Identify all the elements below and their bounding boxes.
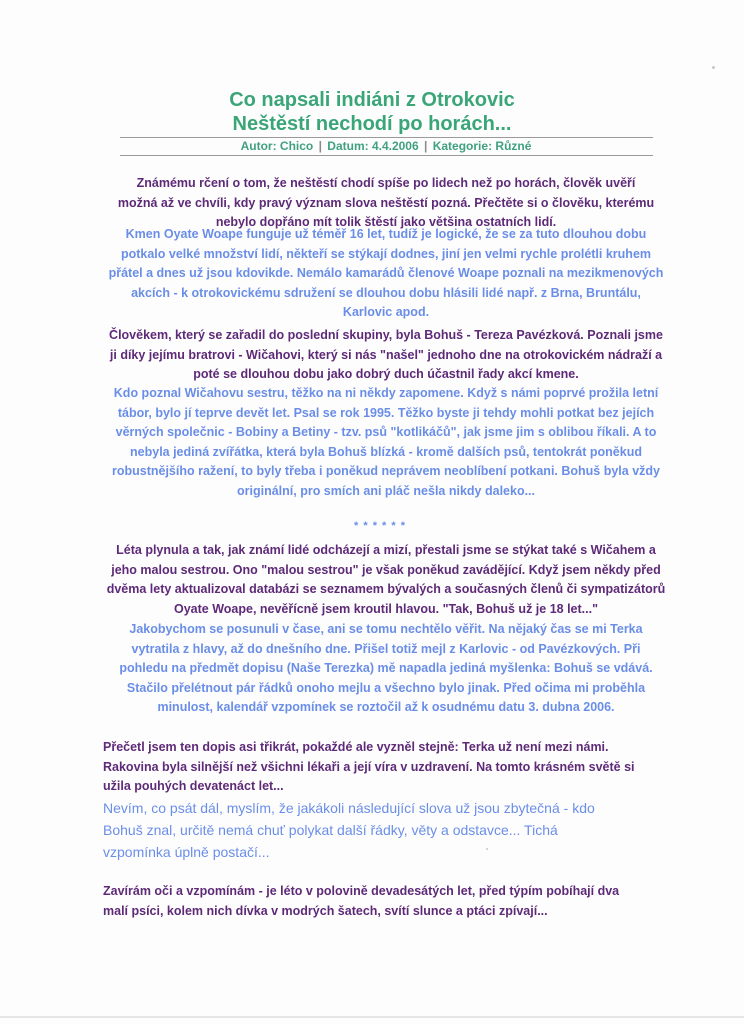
meta-category: Kategorie: Různé xyxy=(432,139,532,153)
section-separator: * * * * * * xyxy=(354,520,406,532)
scan-edge xyxy=(0,1016,744,1018)
meta-separator: | xyxy=(424,139,428,153)
paragraph-tribe: Kmen Oyate Woape funguje už téměř 16 let, tudíž je logické, že se za tuto dlouhou dobu potkalo velké množství lidí, někteří se stýkají dodnes, jiní jen velmi rychle prolétli kruhem přátel a dnes už jsou kdovikde. Nemálo kamarádů členové Woape poznali na mezikmenových akcích - k otrokovickému sdružení se dlouhou dobu hlásili lidé např. z Brna, Bruntálu, Karlovic apod. xyxy=(108,227,664,319)
article-meta xyxy=(0,139,744,154)
title-line-2: Neštěstí nechodí po horách... xyxy=(232,113,512,135)
meta-date: Datum: 4.4.2006 xyxy=(327,139,419,153)
paragraph-closing: Zavírám oči a vzpomínám - je léto v polovině devadesátých let, před týpím pobíhají dva malí psíci, kolem nich dívka v modrých šatech, svítí slunce a ptáci zpívají... xyxy=(103,884,620,918)
paragraph-intro: Známému rčení o tom, že neštěstí chodí spíše po lidech než po horách, člověk uvěří možná až ve chvíli, kdy pravý význam slova neštěstí pozná. Přečtěte si o člověku, kterému nebylo dopřáno mít tolik štěstí jako většina ostatních lidí. xyxy=(117,176,655,229)
article-title xyxy=(0,88,744,136)
scan-speck xyxy=(486,848,488,850)
divider-bottom xyxy=(120,155,653,156)
meta-author: Autor: Chico xyxy=(240,139,314,153)
title-line-1: Co napsali indiáni z Otrokovic xyxy=(229,89,515,111)
scan-speck xyxy=(712,66,715,69)
meta-separator: | xyxy=(318,139,322,153)
paragraph-years: Léta plynula a tak, jak známí lidé odcházejí a mizí, přestali jsme se stýkat také s Wičahem a jeho malou sestrou. Ono "malou sestrou" je však poněkud zavádějící. Když jsem někdy před dvěma lety aktualizoval databázi se seznamem bývalých a současných členů či sympatizátorů Oyate Woape, nevěřícně jsem kroutil hlavou. "Tak, Bohuš už je 18 let..." xyxy=(106,543,666,616)
paragraph-letter: Přečetl jsem ten dopis asi třikrát, pokaždé ale vyzněl stejně: Terka už není mezi námi. Rakovina byla silnější než všichni lékaři a její víra v uzdravení. Na tomto krásném světě si užila pouhých devatenáct let... xyxy=(103,740,635,793)
paragraph-email: Jakobychom se posunuli v čase, ani se tomu nechtělo věřit. Na nějaký čas se mi Terka vytratila z hlavy, až do dnešního dne. Přišel totiž mejl z Karlovic - od Pavézkových. Při pohledu na předmět dopisu (Naše Terezka) mě napadla jediná myšlenka: Bohuš se vdává. Stačilo přelétnout pár řádků onoho mejlu a všechno bylo jinak. Před očima mi proběhla minulost, kalendář vzpomínek se roztočil až k osudnému datu 3. dubna 2006. xyxy=(119,622,653,714)
paragraph-silence: Nevím, co psát dál, myslím, že jakákoli následující slova už jsou zbytečná - kdo Bohuš znal, určitě nemá chuť polykat další řádky, věty a odstavce... Tichá vzpomínka úplně postačí... xyxy=(103,800,595,860)
paragraph-bohus: Člověkem, který se zařadil do poslední skupiny, byla Bohuš - Tereza Pavézková. Poznali jsme ji díky jejímu bratrovi - Wičahovi, který si nás "našel" jednoho dne na otrokovickém nádraží a poté se dlouhou dobu jako dobrý duch účastnil řady akcí kmene. xyxy=(109,328,663,381)
paragraph-memories: Kdo poznal Wičahovu sestru, těžko na ni někdy zapomene. Když s námi poprvé prožila letní tábor, bylo jí teprve devět let. Psal se rok 1995. Těžko byste ji tehdy mohli potkat bez jejích věrných společnic - Bobiny a Betiny - tzv. psů "kotlikáčů", jak jsme jim s oblibou říkali. A to nebyla jediná zvířátka, která byla Bohuš blízká - kromě dalších psů, tentokrát poněkud robustnějšího ražení, to byly třeba i poněkud neprávem neoblíbení potkani. Bohuš byla vždy originální, pro smích ani pláč nešla nikdy daleko... xyxy=(111,386,660,498)
divider-top xyxy=(120,137,653,138)
